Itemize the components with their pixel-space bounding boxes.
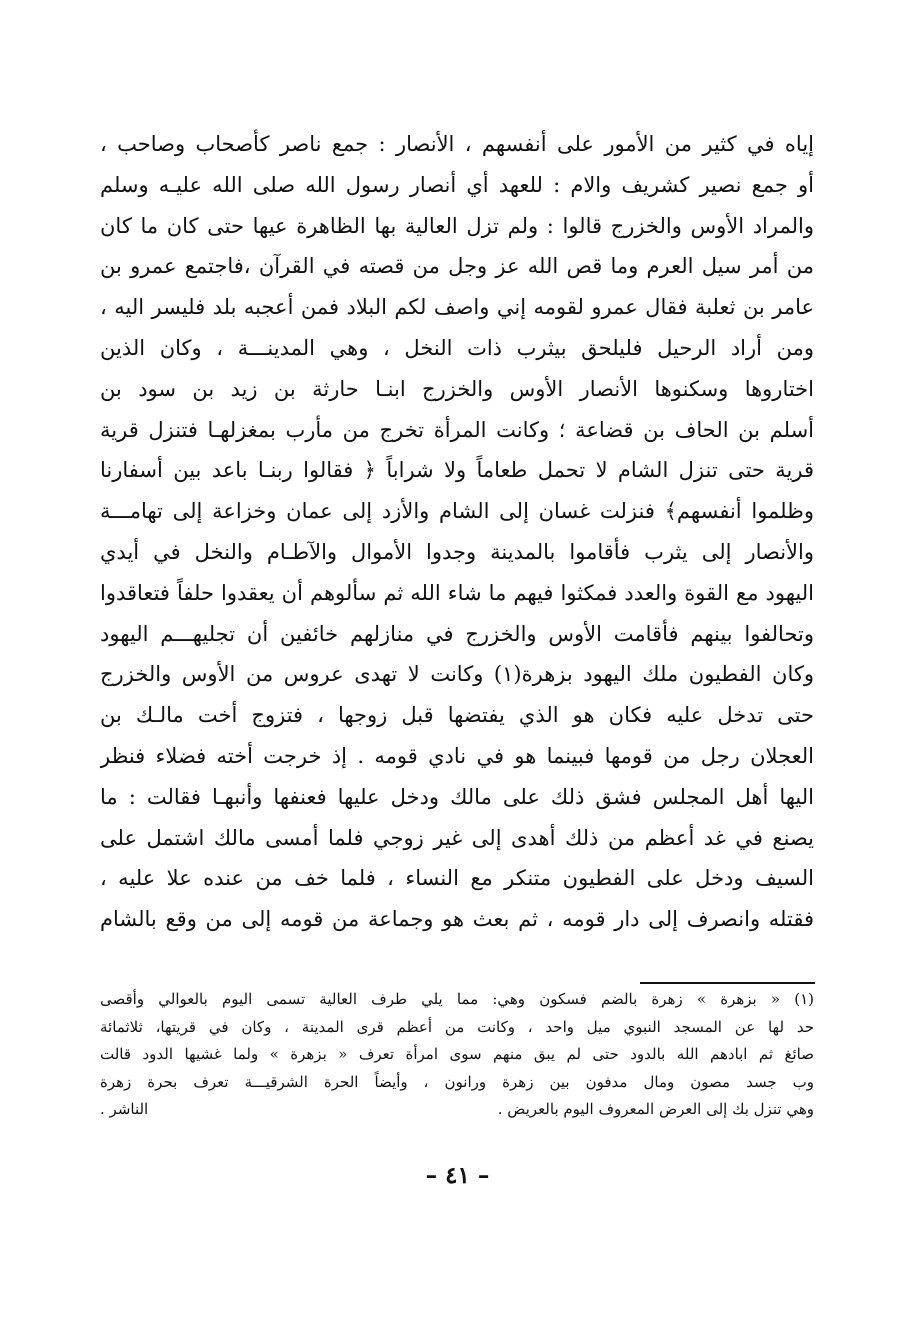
footnote-line: صائغ ثم ابادهم الله بالدود حتى لم يبق منهم سوى امرأة تعرف « بزهرة » ولما غشيها الدود قالت: [100, 1045, 814, 1064]
text-line: من أمر سيل العرم وما قص الله عز وجل من قصته في القرآن ،فاجتمع عمرو بن: [100, 254, 814, 279]
text-line: ومن أراد الرحيل فليلحق بيثرب ذات النخل ، وهي المدينـــة ، وكان الذين: [100, 335, 814, 360]
text-line: اليها أهل المجلس فشق ذلك على مالك ودخل عليها فعنفها وأنبهـا فقالت : ما: [100, 784, 814, 809]
main-text: [100, 124, 814, 940]
text-line: عامر بن ثعلبة فقال عمرو لقومه إني واصف لكم البلاد فمن أعجبه بلد فليسر اليه ،: [100, 295, 814, 320]
footnote-line: وهي تنزل بك إلى العرض المعروف اليوم بالعريض .: [497, 1100, 814, 1119]
text-line: اختاروها وسكنوها الأنصار الأوس والخزرج ابنـا حارثة بن زيد بن سود بن: [100, 376, 814, 401]
footnote-separator: [640, 982, 815, 984]
footnote-line: وب جسد مصون ومال مدفون بين زهرة ورانون ، وأيضاً الحرة الشرقيـــة تعرف بحرة زهرة: [100, 1072, 814, 1091]
text-line: يصنع في غد أعظم من ذلك أهدى إلى غير زوجي فلما أمسى مالك اشتمل على: [100, 825, 814, 850]
text-line: العجلان رجل من قومها فبينما هو في نادي قومه . إذ خرجت أخته فضلاء فنظر: [100, 743, 814, 768]
page-number: – ٤١ –: [425, 1162, 490, 1189]
text-line: والمراد الأوس والخزرج قالوا : ولم تزل العالية بها الظاهرة عيها حتى كان ما كان: [100, 213, 814, 238]
text-line: السيف ودخل على الفطيون متنكر مع النساء ، فلما خف من عنده علا عليه ،: [100, 866, 814, 891]
text-line: إياه في كثير من الأمور على أنفسهم ، الأنصار : جمع ناصر كأصحاب وصاحب ،: [100, 132, 814, 156]
footnote-line: (١) « بزهرة » زهرة بالضم فسكون وهي: مما يلي طرف العالية تسمى اليوم بالعوالي وأقصى: [100, 990, 814, 1008]
text-line: وكان الفطيون ملك اليهود بزهرة(١) وكانت لا تهدى عروس من الأوس والخزرج: [100, 662, 814, 687]
text-line: فقتله وانصرف إلى دار قومه ، ثم بعث هو وجماعة من قومه إلى من وقع بالشام: [100, 907, 814, 932]
text-line: وتحالفوا بينهم فأقامت الأوس والخزرج في منازلهم خائفين أن تجليهـــم اليهود: [100, 621, 814, 646]
text-line: أو جمع نصير كشريف والام : للعهد أي أنصار رسول الله صلى الله عليـه وسلم: [100, 172, 814, 197]
text-line: حتى تدخل عليه فكان هو الذي يفتضها قبل زوجها ، فتزوج أخت مالـك بن: [100, 703, 814, 728]
footnotes: [100, 986, 814, 1124]
text-line: قرية حتى تنزل الشام لا تحمل طعاماً ولا شراباً ﴿ فقالوا ربنـا باعد بين أسفارنا: [100, 458, 814, 483]
text-line: أسلم بن الحاف بن قضاعة ؛ وكانت المرأة تخرج من مأرب بمغزلهـا فتنزل قرية: [100, 417, 814, 442]
text-line: وظلموا أنفسهم﴾ فنزلت غسان إلى الشام والأزد إلى عمان وخزاعة إلى تهامـــة: [100, 499, 814, 524]
footnote-last-line: [100, 1096, 814, 1124]
publisher-signature: الناشر .: [100, 1100, 149, 1119]
text-line: والأنصار إلى يثرب فأقاموا بالمدينة وجدوا الأموال والآطـام والنخل في أيدي: [100, 539, 814, 564]
text-line: اليهود مع القوة والعدد فمكثوا فيهم ما شاء الله ثم سألوهم أن يعقدوا حلفاً فتعاقدوا: [100, 580, 814, 605]
footnote-line: حد لها عن المسجد النبوي ميل واحد ، وكانت من أعظم قرى المدينة ، وكان في قريتها، ثلاثمائة: [100, 1017, 814, 1036]
